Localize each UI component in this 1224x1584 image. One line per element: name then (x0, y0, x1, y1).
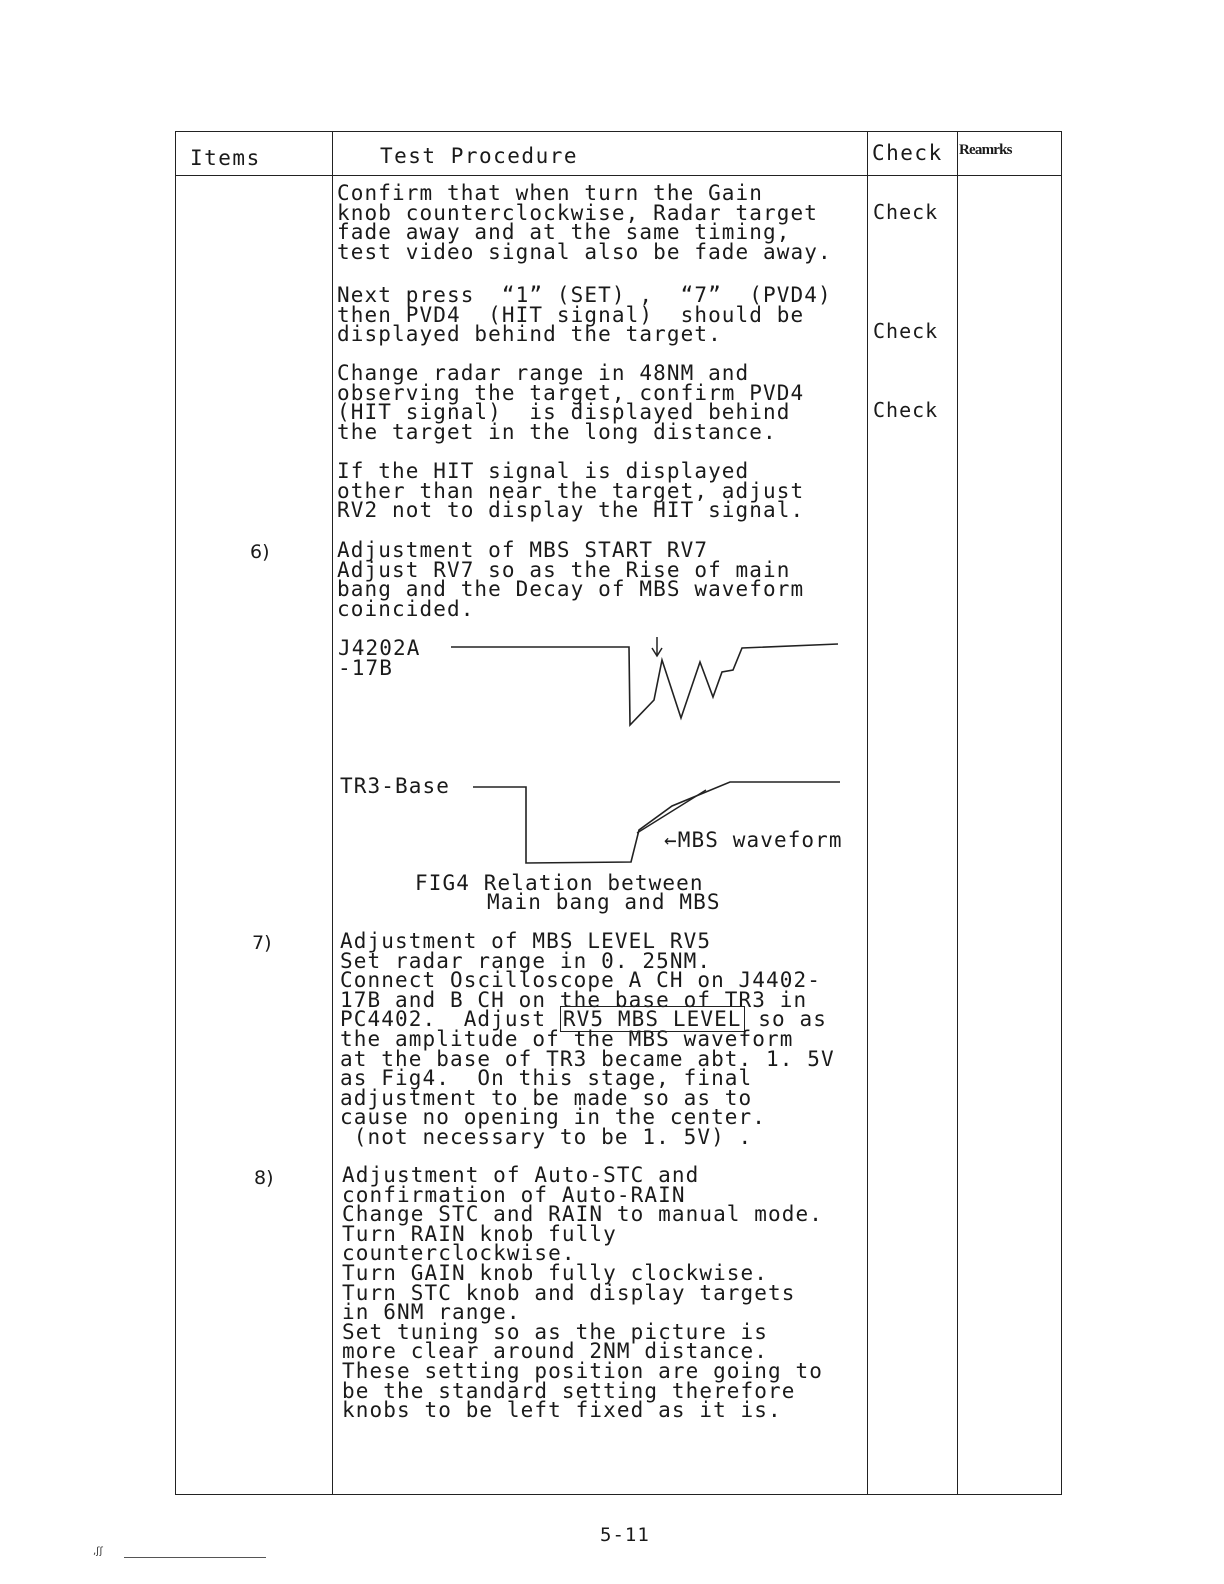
procedure-range: Change radar range in 48NM and observing the target, confirm PVD4 (HIT signal) is displayed behind the target in the long distance. (337, 361, 805, 444)
procedure-mbs-level (340, 929, 835, 1149)
check-gain: Check (873, 200, 939, 224)
procedure-pvd4-last-line: displayed behind the target. (337, 322, 722, 347)
check-range: Check (873, 398, 939, 422)
j4202a-label: J4202A -17B (338, 636, 421, 680)
mbs-waveform-label: ←MBS waveform (664, 828, 843, 852)
figure-caption-line1: FIG4 Relation between (415, 871, 704, 895)
procedure-mbs-start: Adjustment of MBS START RV7 Adjust RV7 so as the Rise of main bang and the Decay of MBS waveform coincided. (337, 538, 805, 621)
item-number-6: 6) (250, 541, 270, 563)
procedure-mbs-level-text-1: Adjustment of MBS LEVEL RV5 Set radar range in 0. 25NM. Connect Oscilloscope A CH on J4402- 17B and B CH on the base of TR3 in PC4402. Adjust (340, 929, 822, 1032)
check-pvd4: Check (873, 319, 939, 343)
procedure-pvd4-lines: Next press “1” (SET) , “7” (PVD4) then PVD4 (HIT signal) should be (337, 283, 832, 327)
rv5-mbs-level-box: RV5 MBS LEVEL (560, 1006, 745, 1032)
procedure-gain: Confirm that when turn the Gain knob counterclockwise, Radar target fade away and at the same timing, test video signal also be fade away. (337, 181, 832, 264)
mbs-pointer-line (637, 790, 706, 833)
procedure-hit: If the HIT signal is displayed other than near the target, adjust RV2 not to display the HIT signal. (337, 459, 805, 523)
figure-caption-line2: Main bang and MBS (487, 890, 721, 914)
header-remarks: Reamrks (959, 142, 1012, 158)
corner-mark: ,ʃʃ (93, 1546, 103, 1557)
item-number-7: 7) (252, 932, 272, 954)
page-number: 5-11 (600, 1524, 650, 1546)
header-check: Check (872, 141, 943, 165)
corner-underline (124, 1557, 266, 1558)
tr3-base-label: TR3-Base (340, 774, 450, 798)
item-number-8: 8) (254, 1167, 274, 1189)
procedure-mbs-level-text-2: so as the amplitude of the MBS waveform at the base of TR3 became abt. 1. 5V as Fig4. On this stage, final adjustment to be made so as to cause no opening in the center. (not necessary to be 1. 5V) . (340, 1007, 835, 1149)
header-test-procedure: Test Procedure (380, 144, 579, 168)
procedure-auto-stc: Adjustment of Auto-STC and confirmation of Auto-RAIN Change STC and RAIN to manual mode. Turn RAIN knob fully counterclockwise. Turn GAIN knob fully clockwise. Turn STC knob and display targets in 6NM range. Set tuning so as the picture is more clear around 2NM distance. These setting position are going to be the standard setting therefore knobs to be left fixed as it is. (342, 1163, 824, 1423)
header-items: Items (190, 146, 261, 170)
